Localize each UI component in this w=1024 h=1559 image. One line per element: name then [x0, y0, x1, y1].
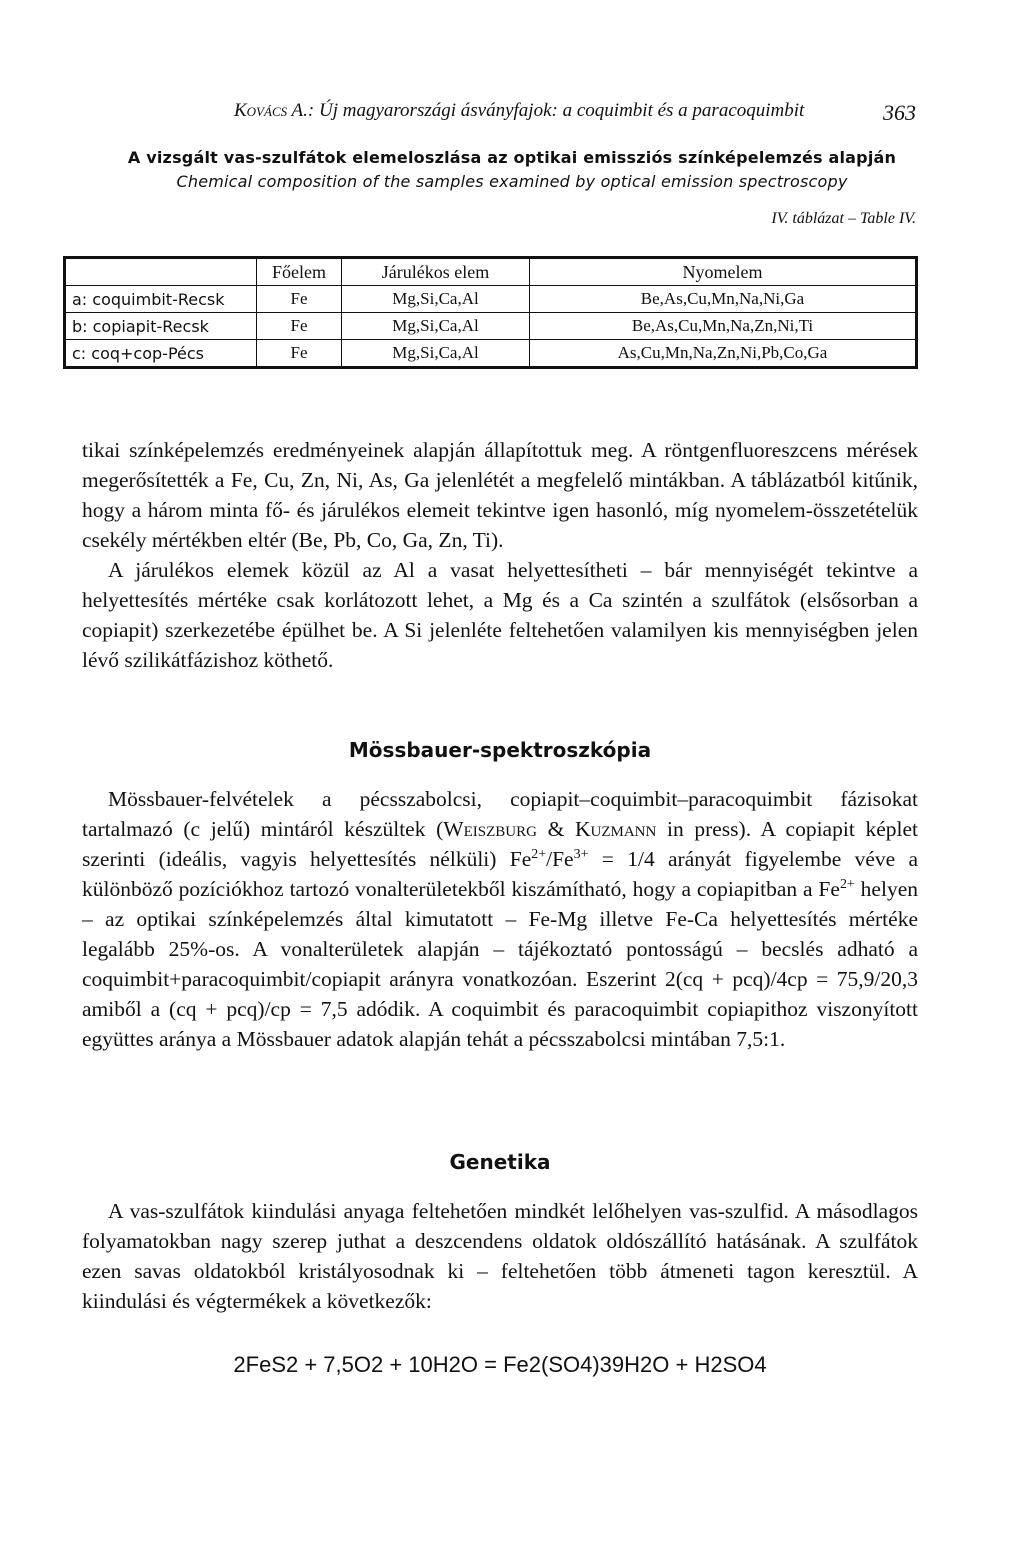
text-run: Mössbauer-felvételek a pécsszabolcsi, copiapit–coquimbit–paracoquimbit fázisokat tartalmazó (c jelű) mintáról készültek (	[82, 787, 918, 841]
superscript: 2+	[839, 876, 855, 892]
table-title-hu: A vizsgált vas-szulfátok elemeloszlása az optikai emissziós színképelemzés alapján	[127, 148, 897, 167]
citation-author: Kuzmann	[574, 817, 657, 841]
paragraph: tikai színképelemzés eredményeinek alapján állapítottuk meg. A röntgenfluoreszcens mérések megerősítették a Fe, Cu, Zn, Ni, As, Ga jelenlétét a megfelelő mintákban. A táblázatból kitűnik, hogy a három minta fő- és járulékos elemeit tekintve igen hasonló, míg nyomelem-összetételük csekély mértékben eltér (Be, Pb, Co, Ga, Zn, Ti).	[82, 438, 918, 552]
element-table	[63, 256, 918, 369]
body-section-mossbauer	[82, 784, 918, 1054]
table-cell: Mg,Si,Ca,Al	[342, 313, 530, 340]
superscript: 2+	[531, 846, 547, 862]
text-run: helyen – az optikai színképelemzés által kimutatott – Fe-Mg illetve Fe-Ca helyettesítés mértéke legalább 25%-os. A vonalterületek alapján – tájékoztató pontosságú – becslés adható a coquimbit+paracoquimbit/copiapit arányra vonatkozóan. Eszerint 2(cq + pcq)/4cp = 75,9/20,3 amiből a (cq + pcq)/cp = 7,5 adódik. A coquimbit és paracoquimbit copiapithoz viszonyított együttes aránya a Mössbauer adatok alapján tehát a pécsszabolcsi mintában 7,5:1.	[82, 877, 918, 1051]
table-title-en: Chemical composition of the samples examined by optical emission spectroscopy	[176, 172, 848, 191]
text-run: in press). A copiapit képlet szerinti (ideális, vagyis helyettesítés nélküli) Fe	[82, 817, 918, 871]
table-header-cell: Főelem	[257, 258, 342, 286]
table-cell: Fe	[257, 313, 342, 340]
citation-author: Weiszburg	[443, 817, 537, 841]
table-row	[65, 340, 917, 368]
table-cell: b: copiapit-Recsk	[65, 313, 257, 340]
table-cell: Be,As,Cu,Mn,Na,Ni,Ga	[530, 286, 917, 313]
running-head	[234, 100, 916, 126]
text-run: = 1/4 arányát figyelembe véve a különböző pozíciókhoz tartozó vonalterületekből kiszámítható, hogy a copiapitban a Fe	[82, 847, 919, 901]
section-heading-mossbauer: Mössbauer-spektroszkópia	[348, 738, 652, 762]
text-run: &	[536, 817, 575, 841]
running-head-title: Új magyarországi ásványfajok: a coquimbit és a paracoquimbit	[318, 100, 805, 121]
running-head-author: Kovács A.	[234, 100, 308, 121]
body-section-genetika	[82, 1196, 918, 1316]
table-cell: Be,As,Cu,Mn,Na,Zn,Ni,Ti	[530, 313, 917, 340]
table-row	[65, 286, 917, 313]
table-header-cell: Nyomelem	[530, 258, 917, 286]
paragraph	[82, 784, 918, 1054]
table-cell: As,Cu,Mn,Na,Zn,Ni,Pb,Co,Ga	[530, 340, 917, 368]
superscript: 3+	[573, 846, 589, 862]
running-head-text: Kovács A.: Új magyarországi ásványfajok: a coquimbit és a paracoquimbit	[234, 100, 805, 121]
table-header-cell: Járulékos elem	[342, 258, 530, 286]
text-run: /Fe	[546, 847, 574, 871]
table-cell: Fe	[257, 340, 342, 368]
table-cell: Fe	[257, 286, 342, 313]
table-header-row	[65, 258, 917, 286]
table-cell: a: coquimbit-Recsk	[65, 286, 257, 313]
table-label: IV. táblázat – Table IV.	[771, 210, 916, 227]
table-cell: Mg,Si,Ca,Al	[342, 286, 530, 313]
body-section-1	[82, 435, 918, 675]
table-cell: Mg,Si,Ca,Al	[342, 340, 530, 368]
paragraph: A járulékos elemek közül az Al a vasat helyettesítheti – bár mennyiségét tekintve a helyettesítés mértéke csak korlátozott lehet, a Mg és a Ca szintén a szulfátok (elsősorban a copiapit) szerkezetébe épülhet be. A Si jelenléte feltehetően valamilyen kis mennyiségben jelen lévő szilikátfázishoz köthető.	[82, 558, 918, 672]
chemical-equation: 2FeS2 + 7,5O2 + 10H2O = Fe2(SO4)39H2O + H2SO4	[233, 1352, 767, 1377]
page-number: 363	[883, 100, 916, 125]
section-heading-genetika: Genetika	[449, 1150, 551, 1174]
paragraph: A vas-szulfátok kiindulási anyaga feltehetően mindkét lelőhelyen vas-szulfid. A másodlagos folyamatokban nagy szerep juthat a deszcendens oldatok oldószállító hatásának. A szulfátok ezen savas oldatokból kristályosodnak ki – feltehetően több átmeneti tagon keresztül. A kiindulási és végtermékek a következők:	[82, 1199, 918, 1313]
table-cell: c: coq+cop-Pécs	[65, 340, 257, 368]
table-header-cell	[65, 258, 257, 286]
table-row	[65, 313, 917, 340]
